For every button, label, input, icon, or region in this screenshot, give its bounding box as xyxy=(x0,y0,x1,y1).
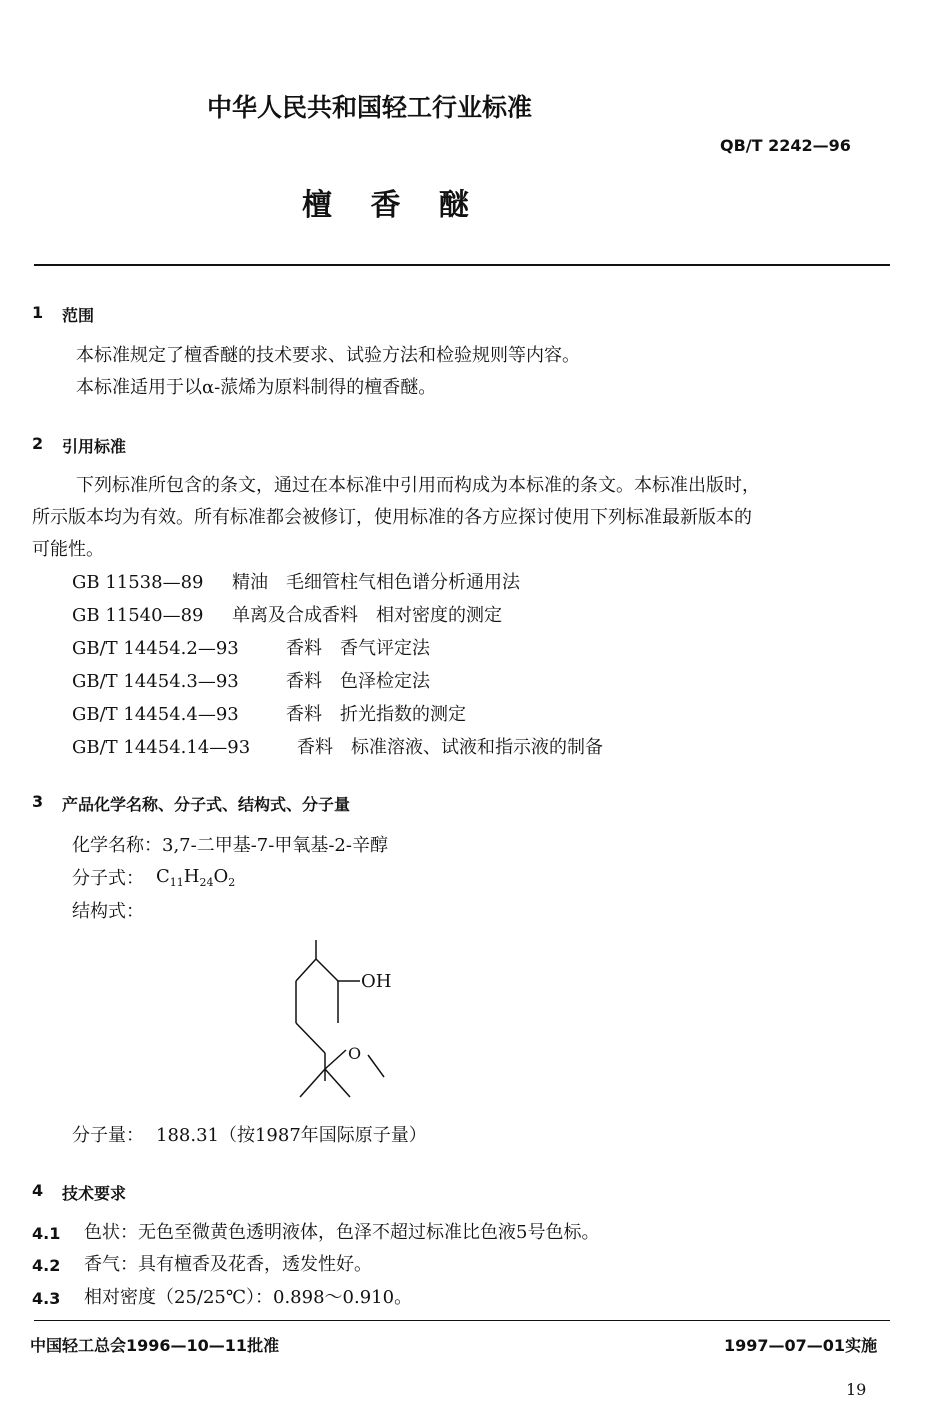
footer-divider xyxy=(34,1320,890,1321)
chemical-name-label: 化学名称： xyxy=(72,835,162,856)
formula-oxygen-count: 2 xyxy=(228,876,236,889)
reference-code: GB/T 14454.2—93 xyxy=(72,638,239,659)
section-2-number: 2 xyxy=(32,434,44,453)
reference-code: GB/T 14454.14—93 xyxy=(72,737,251,758)
structural-formula xyxy=(280,935,410,1105)
item-number: 4.1 xyxy=(32,1224,61,1243)
section-2-intro-line: 下列标准所包含的条文，通过在本标准中引用而构成为本标准的条文。本标准出版时， xyxy=(76,475,760,496)
molecular-formula xyxy=(156,867,235,889)
section-4-number: 4 xyxy=(32,1181,44,1200)
molecular-weight: 188.31（按1987年国际原子量） xyxy=(156,1125,427,1146)
chemical-name: 3,7-二甲基-7-甲氧基-2-辛醇 xyxy=(162,835,388,856)
item-number: 4.3 xyxy=(32,1289,61,1308)
bond xyxy=(296,1023,325,1053)
reference-code: GB/T 14454.3—93 xyxy=(72,671,239,692)
bond xyxy=(296,959,316,981)
section-1-paragraph: 本标准适用于以α-蒎烯为原料制得的檀香醚。 xyxy=(76,377,437,398)
bond xyxy=(368,1055,384,1077)
implementation-date: 1997—07—01实施 xyxy=(724,1336,878,1355)
bond xyxy=(316,959,338,981)
hydroxyl-label: OH xyxy=(361,971,392,992)
section-4-title: 技术要求 xyxy=(62,1184,127,1203)
formula-carbon-count: 11 xyxy=(169,876,184,889)
bond xyxy=(300,1069,325,1097)
reference-title: 单离及合成香料 相对密度的测定 xyxy=(232,605,502,626)
reference-title: 香料 标准溶液、试液和指示液的制备 xyxy=(297,737,603,758)
section-2-intro-line: 所示版本均为有效。所有标准都会被修订，使用标准的各方应探讨使用下列标准最新版本的 xyxy=(32,507,752,528)
section-1-number: 1 xyxy=(32,303,44,322)
item-text: 香气：具有檀香及花香，透发性好。 xyxy=(84,1254,372,1275)
ether-oxygen-label: O xyxy=(348,1044,362,1063)
reference-title: 精油 毛细管柱气相色谱分析通用法 xyxy=(232,572,520,593)
formula-label: 分子式： xyxy=(72,868,144,889)
formula-oxygen: O xyxy=(213,866,229,887)
standard-number: QB/T 2242—96 xyxy=(720,136,851,155)
document-title: 檀 香 醚 xyxy=(302,188,483,223)
section-3-title: 产品化学名称、分子式、结构式、分子量 xyxy=(62,795,351,814)
formula-hydrogen-count: 24 xyxy=(199,876,214,889)
formula-hydrogen: H xyxy=(183,866,200,887)
section-1-paragraph: 本标准规定了檀香醚的技术要求、试验方法和检验规则等内容。 xyxy=(76,345,580,366)
header-divider xyxy=(34,264,890,266)
approval-date: 中国轻工总会1996—10—11批准 xyxy=(30,1336,280,1355)
item-text: 色状：无色至微黄色透明液体，色泽不超过标准比色液5号色标。 xyxy=(84,1222,600,1243)
reference-title: 香料 色泽检定法 xyxy=(286,671,430,692)
item-number: 4.2 xyxy=(32,1256,61,1275)
bond xyxy=(325,1069,350,1097)
molecular-weight-label: 分子量： xyxy=(72,1125,144,1146)
section-2-title: 引用标准 xyxy=(62,437,127,456)
section-1-title: 范围 xyxy=(62,306,95,325)
bond xyxy=(325,1050,346,1069)
reference-code: GB/T 14454.4—93 xyxy=(72,704,239,725)
reference-code: GB 11538—89 xyxy=(72,572,204,593)
item-text: 相对密度（25/25℃）：0.898～0.910。 xyxy=(84,1287,413,1308)
formula-carbon: C xyxy=(156,866,170,887)
reference-title: 香料 香气评定法 xyxy=(286,638,430,659)
structure-label: 结构式： xyxy=(72,901,144,922)
section-3-number: 3 xyxy=(32,792,44,811)
page-number: 19 xyxy=(846,1380,867,1399)
org-title: 中华人民共和国轻工行业标准 xyxy=(207,93,533,122)
section-2-intro-line: 可能性。 xyxy=(32,539,104,560)
reference-code: GB 11540—89 xyxy=(72,605,204,626)
reference-title: 香料 折光指数的测定 xyxy=(286,704,466,725)
